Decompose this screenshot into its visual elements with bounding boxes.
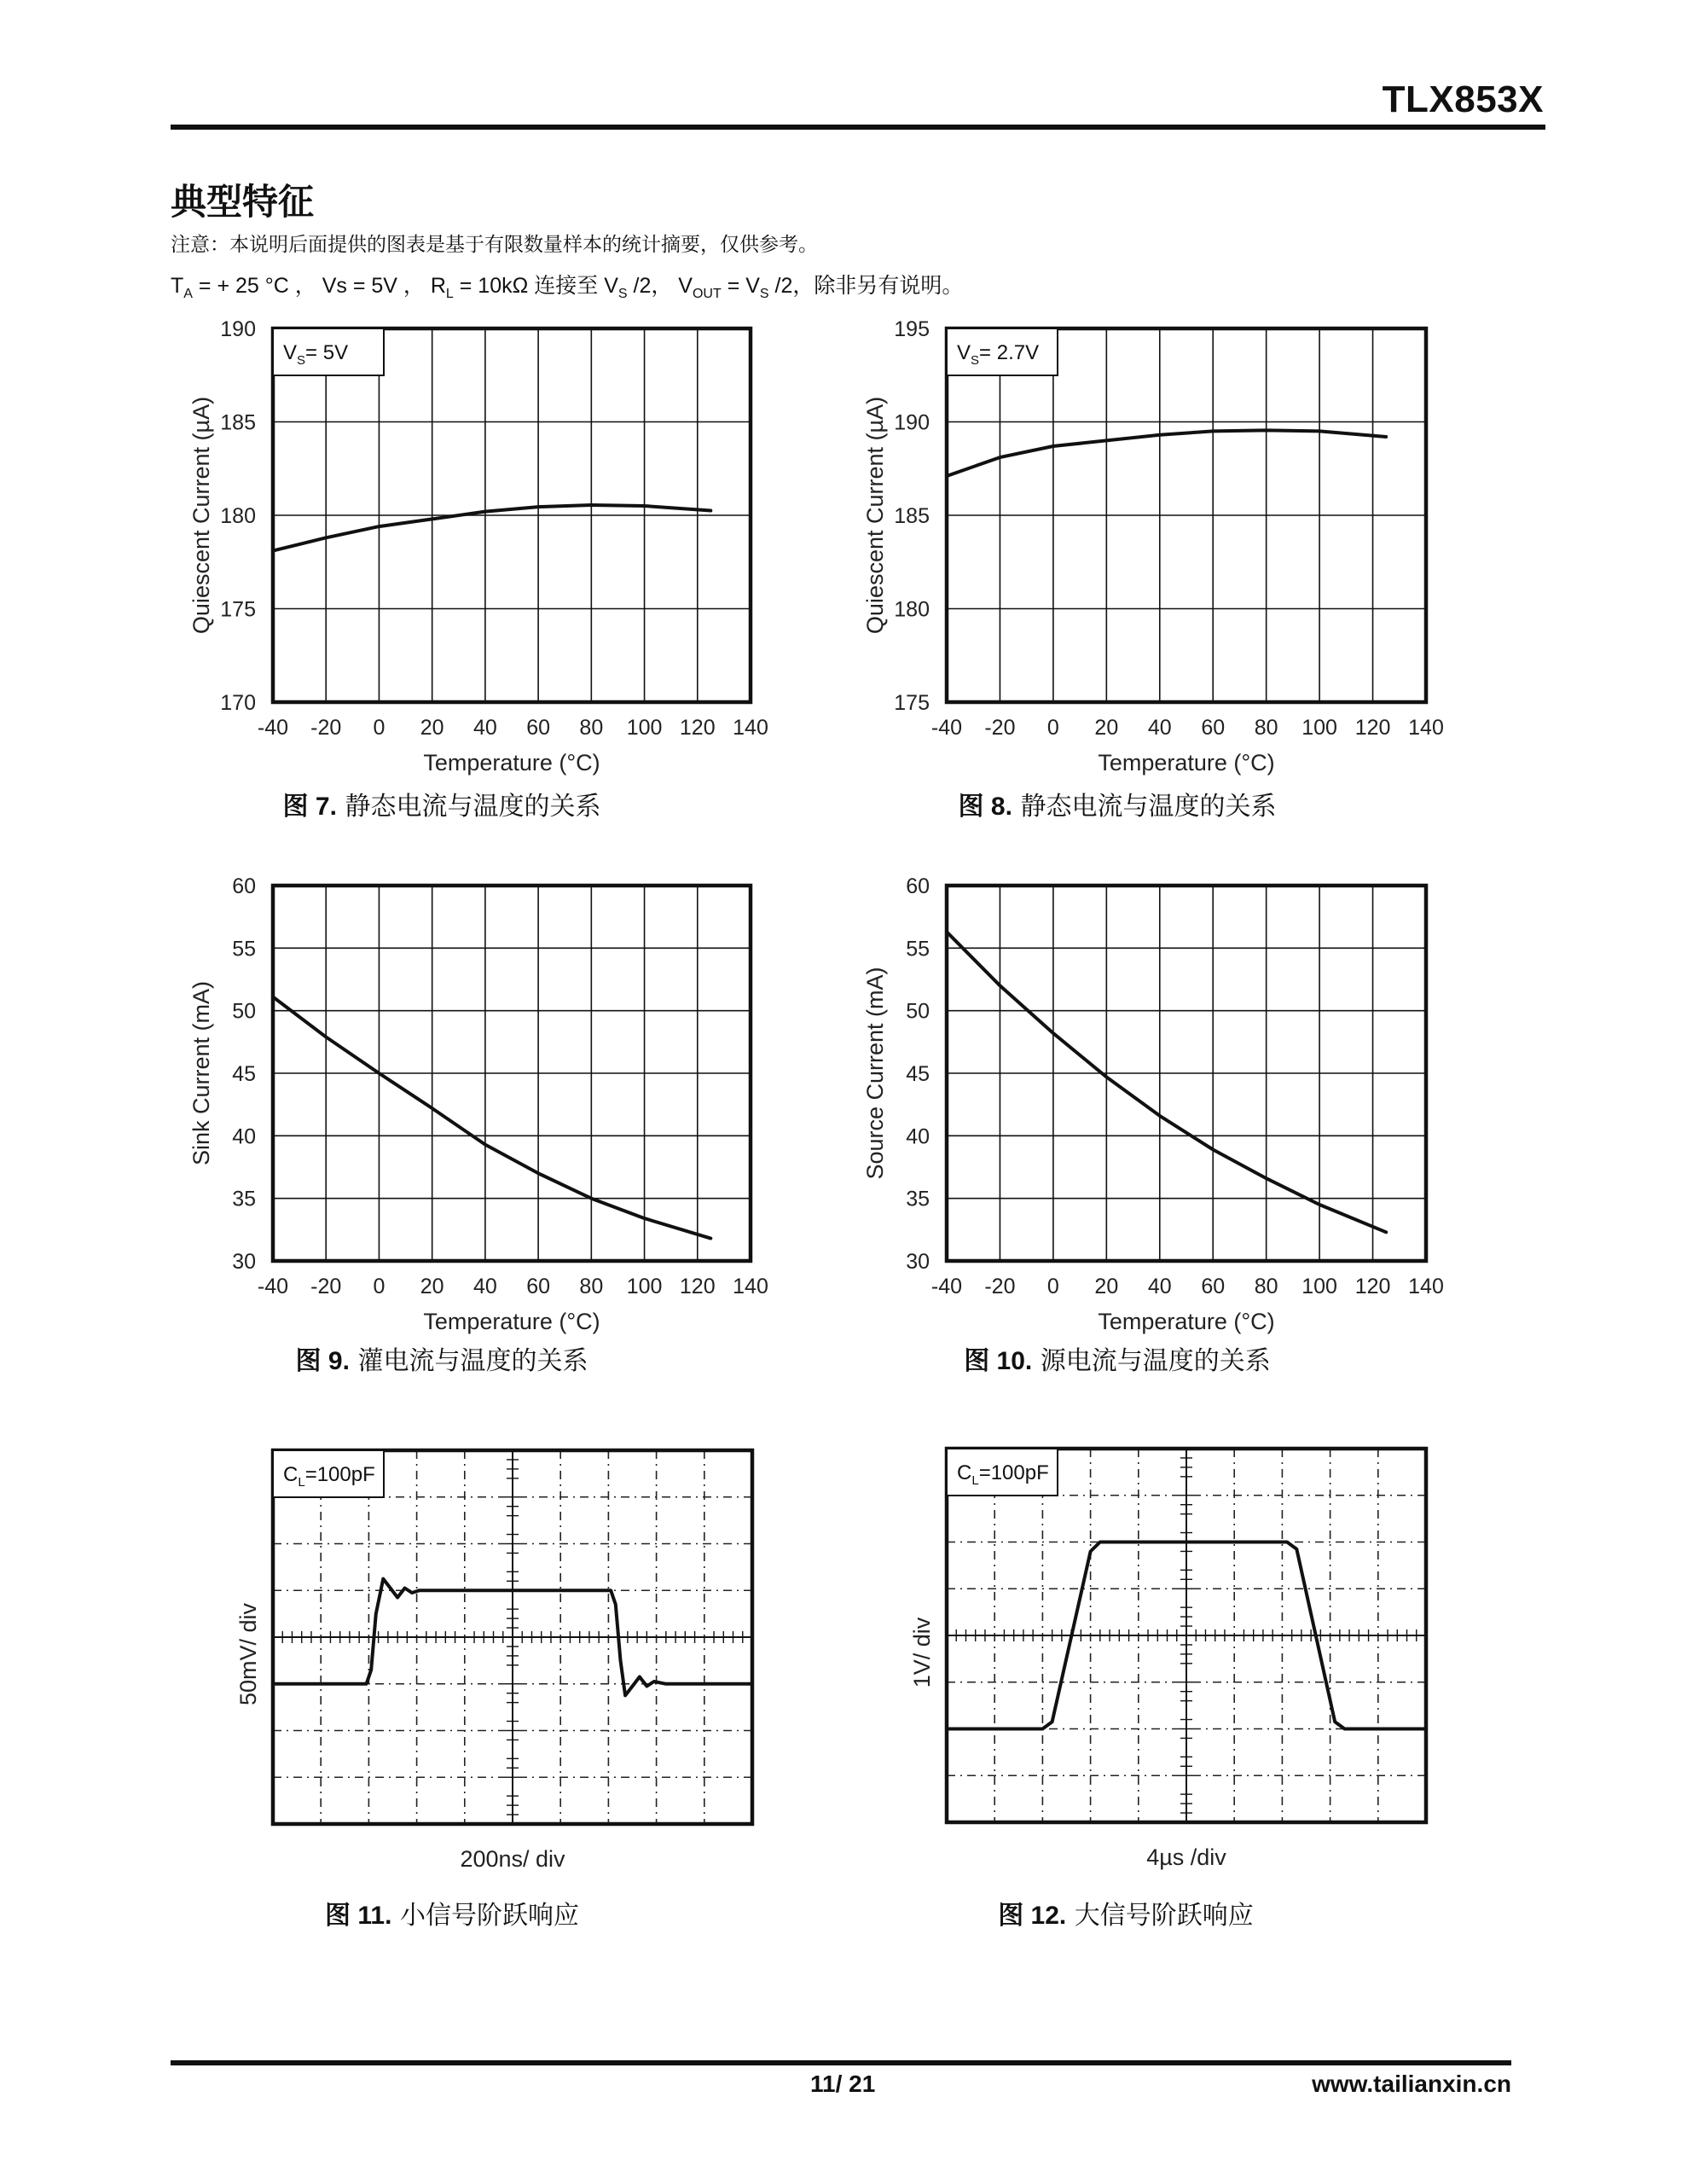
y-tick-label: 60 xyxy=(906,874,930,898)
x-tick-label: 20 xyxy=(420,716,444,740)
y-tick-label: 180 xyxy=(220,504,256,528)
x-tick-label: 0 xyxy=(1046,716,1059,740)
y-tick-label: 50 xyxy=(232,999,256,1024)
x-tick-label: 80 xyxy=(579,1275,604,1298)
x-tick-label: 80 xyxy=(579,716,604,740)
legend-label: $C_L=100pF$ xyxy=(283,1463,375,1490)
y-tick-label: 190 xyxy=(894,410,930,435)
y-axis-label: 1V/ div xyxy=(909,1617,935,1688)
y-axis-label: Source Current (mA) xyxy=(862,967,888,1180)
y-tick-label: 180 xyxy=(894,597,930,622)
x-tick-label: 0 xyxy=(373,1275,386,1298)
x-axis-label: 200ns/ div xyxy=(460,1846,565,1872)
x-tick-label: 140 xyxy=(733,716,768,740)
caption-fig12: 图 12. 大信号阶跃响应 xyxy=(998,1901,1254,1931)
y-tick-label: 60 xyxy=(232,874,256,898)
x-tick-label: 140 xyxy=(733,1275,768,1298)
x-tick-label: 0 xyxy=(1046,1275,1059,1298)
caption-fig8: 图 8. 静态电流与温度的关系 xyxy=(958,792,1277,822)
x-tick-label: 100 xyxy=(1301,1275,1337,1298)
x-tick-label: 60 xyxy=(1201,1275,1226,1298)
y-tick-label: 195 xyxy=(894,317,930,341)
x-tick-label: 20 xyxy=(420,1275,444,1298)
legend-label: $V_S= 5V$ xyxy=(283,341,349,368)
y-axis-label: Quiescent Current (µA) xyxy=(862,396,888,635)
x-tick-label: 60 xyxy=(1201,716,1226,740)
caption-fig7: 图 7. 静态电流与温度的关系 xyxy=(282,792,601,822)
x-axis-label: Temperature (°C) xyxy=(423,1309,600,1334)
y-axis-label: 50mV/ div xyxy=(235,1602,261,1706)
section-title: 典型特征 xyxy=(171,181,315,223)
y-tick-label: 55 xyxy=(906,937,930,961)
x-tick-label: -20 xyxy=(984,1275,1016,1298)
y-tick-label: 175 xyxy=(220,597,256,622)
y-axis-label: Quiescent Current (µA) xyxy=(188,396,214,635)
x-tick-label: 140 xyxy=(1408,716,1444,740)
y-tick-label: 40 xyxy=(232,1124,256,1149)
y-axis-label: Sink Current (mA) xyxy=(188,980,214,1166)
website-link[interactable]: www.tailianxin.cn xyxy=(1312,2071,1511,2097)
x-tick-label: 120 xyxy=(679,1275,716,1298)
x-tick-label: -40 xyxy=(257,716,289,740)
y-tick-label: 40 xyxy=(906,1124,930,1149)
y-tick-label: 175 xyxy=(894,691,930,715)
x-tick-label: -20 xyxy=(310,716,342,740)
x-tick-label: 40 xyxy=(472,1275,497,1298)
page-number: 11/ 21 xyxy=(810,2071,876,2097)
x-tick-label: 100 xyxy=(626,716,663,740)
y-tick-label: 35 xyxy=(232,1187,256,1211)
x-tick-label: 80 xyxy=(1254,716,1278,740)
x-tick-label: 20 xyxy=(1094,1275,1119,1298)
x-axis-label: Temperature (°C) xyxy=(423,750,600,775)
x-tick-label: 140 xyxy=(1408,1275,1444,1298)
x-tick-label: 0 xyxy=(373,716,386,740)
x-tick-label: -20 xyxy=(310,1275,342,1298)
x-tick-label: 40 xyxy=(472,716,497,740)
x-tick-label: 60 xyxy=(526,716,551,740)
y-tick-label: 30 xyxy=(232,1250,256,1274)
x-tick-label: 40 xyxy=(1147,716,1172,740)
x-tick-label: 100 xyxy=(1301,716,1337,740)
caption-fig11: 图 11. 小信号阶跃响应 xyxy=(325,1901,579,1931)
test-conditions: $T_A$ = + 25 °C ， Vs = 5V ， $R_L = 10k\Omega$ 连接至 $V_S$ /2， $V_{OUT} = V_S$ /2，除非另有说明。 xyxy=(171,274,964,301)
y-tick-label: 45 xyxy=(232,1062,256,1086)
note-text: 注意：本说明后面提供的图表是基于有限数量样本的统计摘要，仅供参考。 xyxy=(171,234,818,256)
x-tick-label: -40 xyxy=(930,716,963,740)
x-tick-label: 120 xyxy=(1354,716,1391,740)
x-axis-label: Temperature (°C) xyxy=(1098,1309,1275,1334)
y-tick-label: 185 xyxy=(894,504,930,528)
x-tick-label: 120 xyxy=(1354,1275,1391,1298)
y-tick-label: 50 xyxy=(906,999,930,1024)
x-tick-label: 120 xyxy=(679,716,716,740)
y-tick-label: 35 xyxy=(906,1187,930,1211)
y-tick-label: 170 xyxy=(220,691,256,715)
caption-fig9: 图 9. 灌电流与温度的关系 xyxy=(295,1346,588,1376)
x-tick-label: 80 xyxy=(1254,1275,1278,1298)
footer-divider xyxy=(171,2060,1511,2065)
x-tick-label: -40 xyxy=(930,1275,963,1298)
y-tick-label: 185 xyxy=(220,410,256,435)
y-tick-label: 30 xyxy=(906,1250,930,1274)
x-axis-label: Temperature (°C) xyxy=(1098,750,1275,775)
x-tick-label: 40 xyxy=(1147,1275,1172,1298)
x-tick-label: 100 xyxy=(626,1275,663,1298)
x-tick-label: -40 xyxy=(257,1275,289,1298)
y-tick-label: 45 xyxy=(906,1062,930,1086)
y-tick-label: 55 xyxy=(232,937,256,961)
caption-fig10: 图 10. 源电流与温度的关系 xyxy=(964,1346,1271,1376)
part-number: TLX853X xyxy=(1382,78,1544,120)
x-axis-label: 4µs /div xyxy=(1146,1844,1226,1870)
x-tick-label: 20 xyxy=(1094,716,1119,740)
legend-label: $V_S= 2.7V$ xyxy=(957,341,1040,368)
x-tick-label: 60 xyxy=(526,1275,551,1298)
legend-label: $C_L=100pF$ xyxy=(957,1461,1049,1488)
x-tick-label: -20 xyxy=(984,716,1016,740)
y-tick-label: 190 xyxy=(220,317,256,341)
